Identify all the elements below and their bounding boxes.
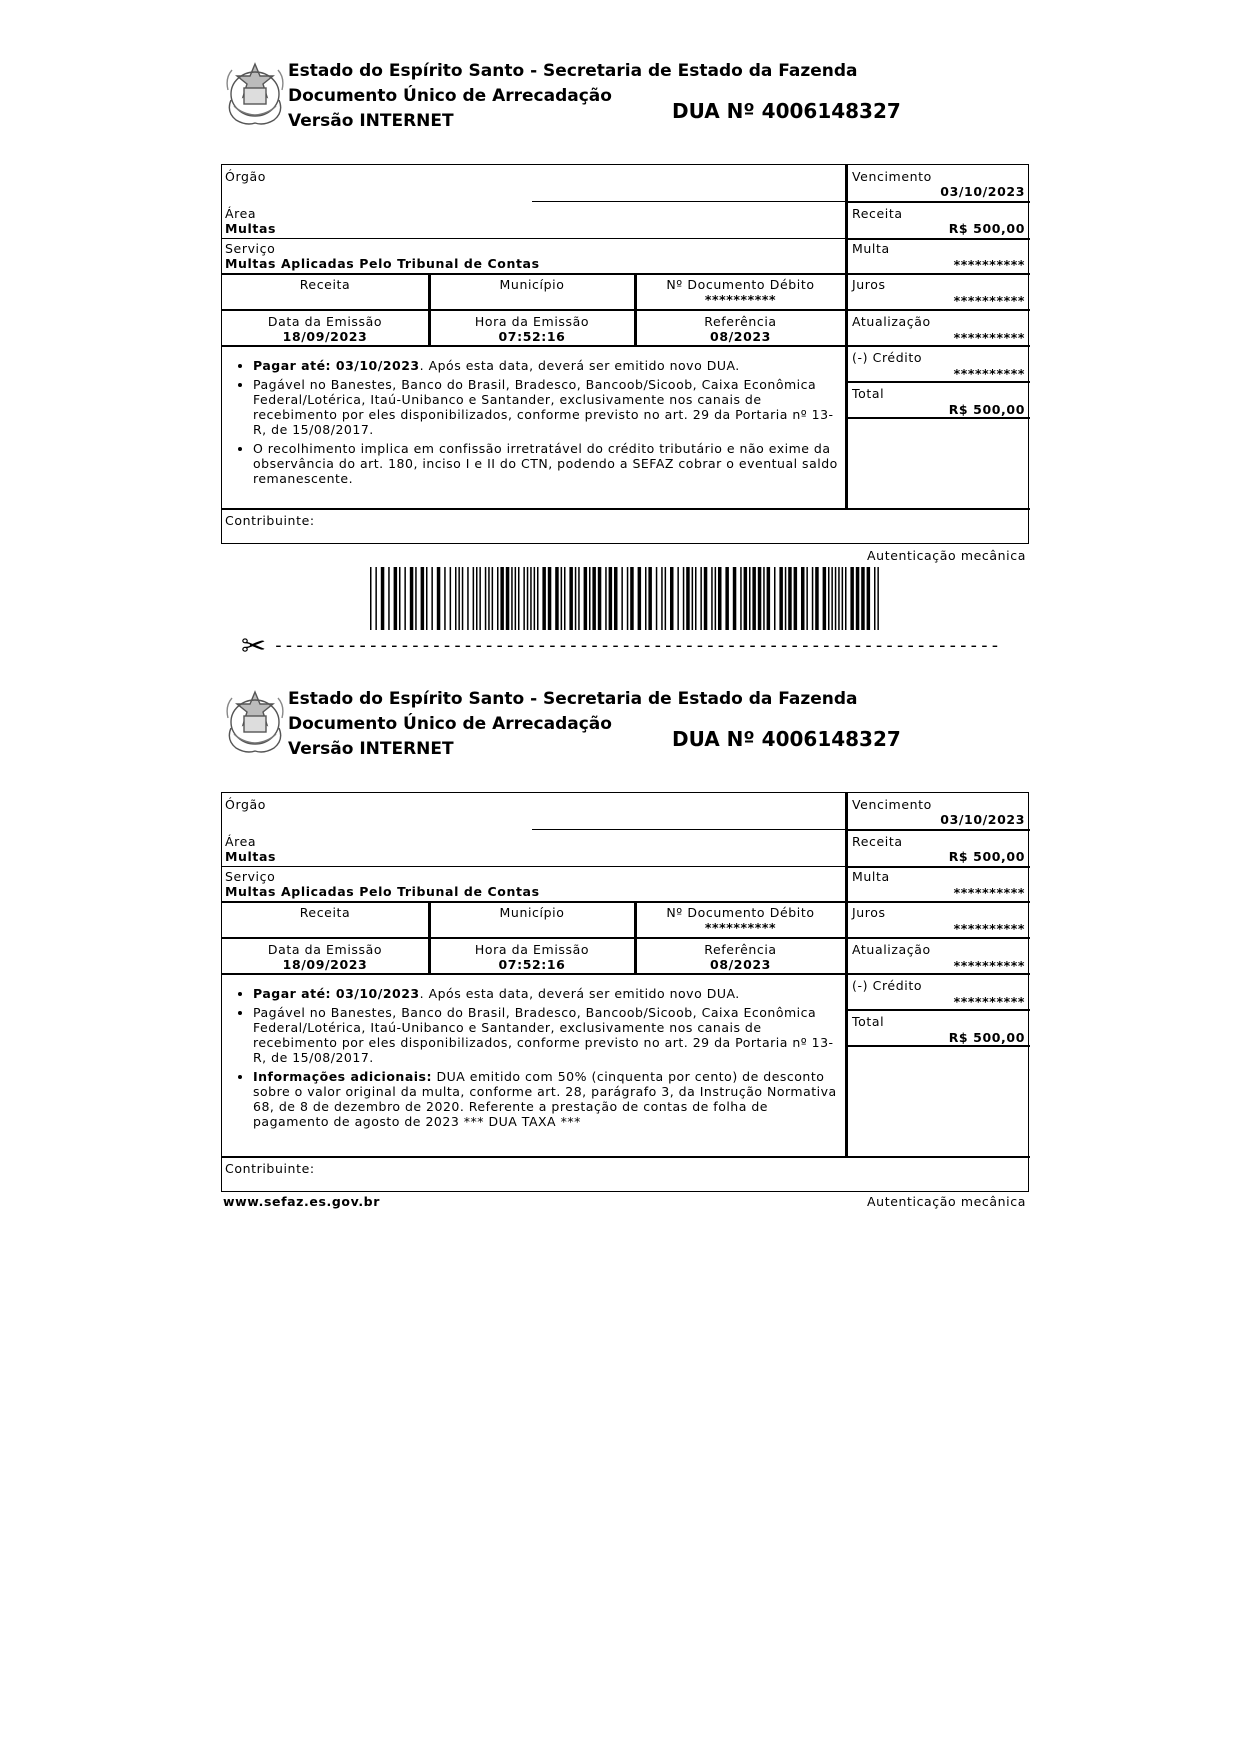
total-label: Total (852, 386, 885, 401)
barcode (370, 567, 882, 630)
credito-value: ********** (953, 994, 1025, 1009)
receita-col-label: Receita (299, 277, 351, 292)
area-value: Multas (225, 849, 277, 864)
orgao-label: Órgão (225, 797, 267, 812)
autenticacao-mecanica-label: Autenticação mecânica (867, 1194, 1026, 1209)
credito-label: (-) Crédito (852, 350, 923, 365)
multa-label: Multa (852, 241, 890, 256)
vencimento-value: 03/10/2023 (940, 184, 1025, 199)
referencia-label: Referência (704, 314, 777, 329)
autenticacao-mecanica-label: Autenticação mecânica (867, 548, 1026, 563)
total-value: R$ 500,00 (948, 1030, 1025, 1045)
website-link[interactable]: www.sefaz.es.gov.br (223, 1194, 380, 1209)
note-pagar-ate: • Pagar até: 03/10/2023. Após esta data, deverá ser emitido novo DUA. (253, 358, 844, 373)
data-emissao-value: 18/09/2023 (282, 957, 368, 972)
area-label: Área (225, 206, 257, 221)
receita-label: Receita (852, 834, 903, 849)
receita-value: R$ 500,00 (948, 849, 1025, 864)
atualizacao-label: Atualização (852, 942, 931, 957)
hora-emissao-value: 07:52:16 (498, 957, 566, 972)
state-coat-of-arms-logo (222, 60, 288, 128)
multa-label: Multa (852, 869, 890, 884)
vencimento-value: 03/10/2023 (940, 812, 1025, 827)
atualizacao-label: Atualização (852, 314, 931, 329)
data-emissao-label: Data da Emissão (267, 314, 383, 329)
servico-value: Multas Aplicadas Pelo Tribunal de Contas (225, 256, 540, 271)
header-state-secretariat: Estado do Espírito Santo - Secretaria de Estado da Fazenda (288, 61, 858, 81)
credito-value: ********** (953, 366, 1025, 381)
dua-number: DUA Nº 4006148327 (672, 99, 901, 123)
referencia-value: 08/2023 (710, 329, 771, 344)
note-recolhimento: • O recolhimento implica em confissão irretratável do crédito tributário e não exime da observância do art. 180, inciso I e II do CTN, podendo a SEFAZ cobrar o eventual saldo remanescente. (253, 441, 844, 486)
note-pagavel: • Pagável no Banestes, Banco do Brasil, Bradesco, Bancoob/Sicoob, Caixa Econômica Federal/Lotérica, Itaú-Unibanco e Santander, exclusivamente nos canais de recebimento por eles disponibilizados, conforme previsto no art. 29 da Portaria nº 13-R, de 15/08/2017. (253, 377, 844, 437)
total-value: R$ 500,00 (948, 402, 1025, 417)
state-coat-of-arms-logo (222, 688, 288, 756)
dua-number: DUA Nº 4006148327 (672, 727, 901, 751)
juros-value: ********** (953, 921, 1025, 936)
juros-value: ********** (953, 293, 1025, 308)
receita-value: R$ 500,00 (948, 221, 1025, 236)
header-document-title: Documento Único de Arrecadação (288, 714, 612, 734)
dua-form-1 (221, 164, 1029, 544)
servico-value: Multas Aplicadas Pelo Tribunal de Contas (225, 884, 540, 899)
hora-emissao-value: 07:52:16 (498, 329, 566, 344)
contribuinte-label: Contribuinte: (225, 1161, 315, 1176)
note-pagar-ate: • Pagar até: 03/10/2023. Após esta data, deverá ser emitido novo DUA. (253, 986, 844, 1001)
data-emissao-value: 18/09/2023 (282, 329, 368, 344)
servico-label: Serviço (225, 241, 276, 256)
header-state-secretariat: Estado do Espírito Santo - Secretaria de Estado da Fazenda (288, 689, 858, 709)
header-document-title: Documento Único de Arrecadação (288, 86, 612, 106)
vencimento-label: Vencimento (852, 169, 932, 184)
area-label: Área (225, 834, 257, 849)
note-informacoes-adicionais: • Informações adicionais: DUA emitido com 50% (cinquenta por cento) de desconto sobre o valor original da multa, conforme art. 28, parágrafo 3, da Instrução Normativa 68, de 8 de dezembro de 2020. Referente a prestação de contas de folha de pagamento de agosto de 2023 *** DUA TAXA *** (253, 1069, 844, 1129)
area-value: Multas (225, 221, 277, 236)
hora-emissao-label: Hora da Emissão (474, 942, 590, 957)
payment-notes (230, 986, 844, 1133)
referencia-label: Referência (704, 942, 777, 957)
vencimento-label: Vencimento (852, 797, 932, 812)
payment-notes (230, 358, 844, 490)
juros-label: Juros (852, 277, 886, 292)
receita-col-label: Receita (299, 905, 351, 920)
receita-label: Receita (852, 206, 903, 221)
header-version: Versão INTERNET (288, 111, 454, 131)
juros-label: Juros (852, 905, 886, 920)
doc-debito-label: Nº Documento Débito (666, 905, 815, 920)
atualizacao-value: ********** (953, 958, 1025, 973)
doc-debito-label: Nº Documento Débito (666, 277, 815, 292)
municipio-label: Município (499, 905, 565, 920)
cut-line: --------------------------------------------------------------------- (273, 635, 1001, 656)
header-version: Versão INTERNET (288, 739, 454, 759)
servico-label: Serviço (225, 869, 276, 884)
dua-form-2 (221, 792, 1029, 1192)
hora-emissao-label: Hora da Emissão (474, 314, 590, 329)
doc-debito-value: ********** (704, 920, 777, 935)
multa-value: ********** (953, 257, 1025, 272)
note-pagavel: • Pagável no Banestes, Banco do Brasil, Bradesco, Bancoob/Sicoob, Caixa Econômica Federal/Lotérica, Itaú-Unibanco e Santander, exclusivamente nos canais de recebimento por eles disponibilizados, conforme previsto no art. 29 da Portaria nº 13-R, de 15/08/2017. (253, 1005, 844, 1065)
scissors-icon: ✂ (241, 629, 267, 664)
contribuinte-label: Contribuinte: (225, 513, 315, 528)
doc-debito-value: ********** (704, 292, 777, 307)
data-emissao-label: Data da Emissão (267, 942, 383, 957)
atualizacao-value: ********** (953, 330, 1025, 345)
orgao-label: Órgão (225, 169, 267, 184)
multa-value: ********** (953, 885, 1025, 900)
municipio-label: Município (499, 277, 565, 292)
referencia-value: 08/2023 (710, 957, 771, 972)
credito-label: (-) Crédito (852, 978, 923, 993)
total-label: Total (852, 1014, 885, 1029)
